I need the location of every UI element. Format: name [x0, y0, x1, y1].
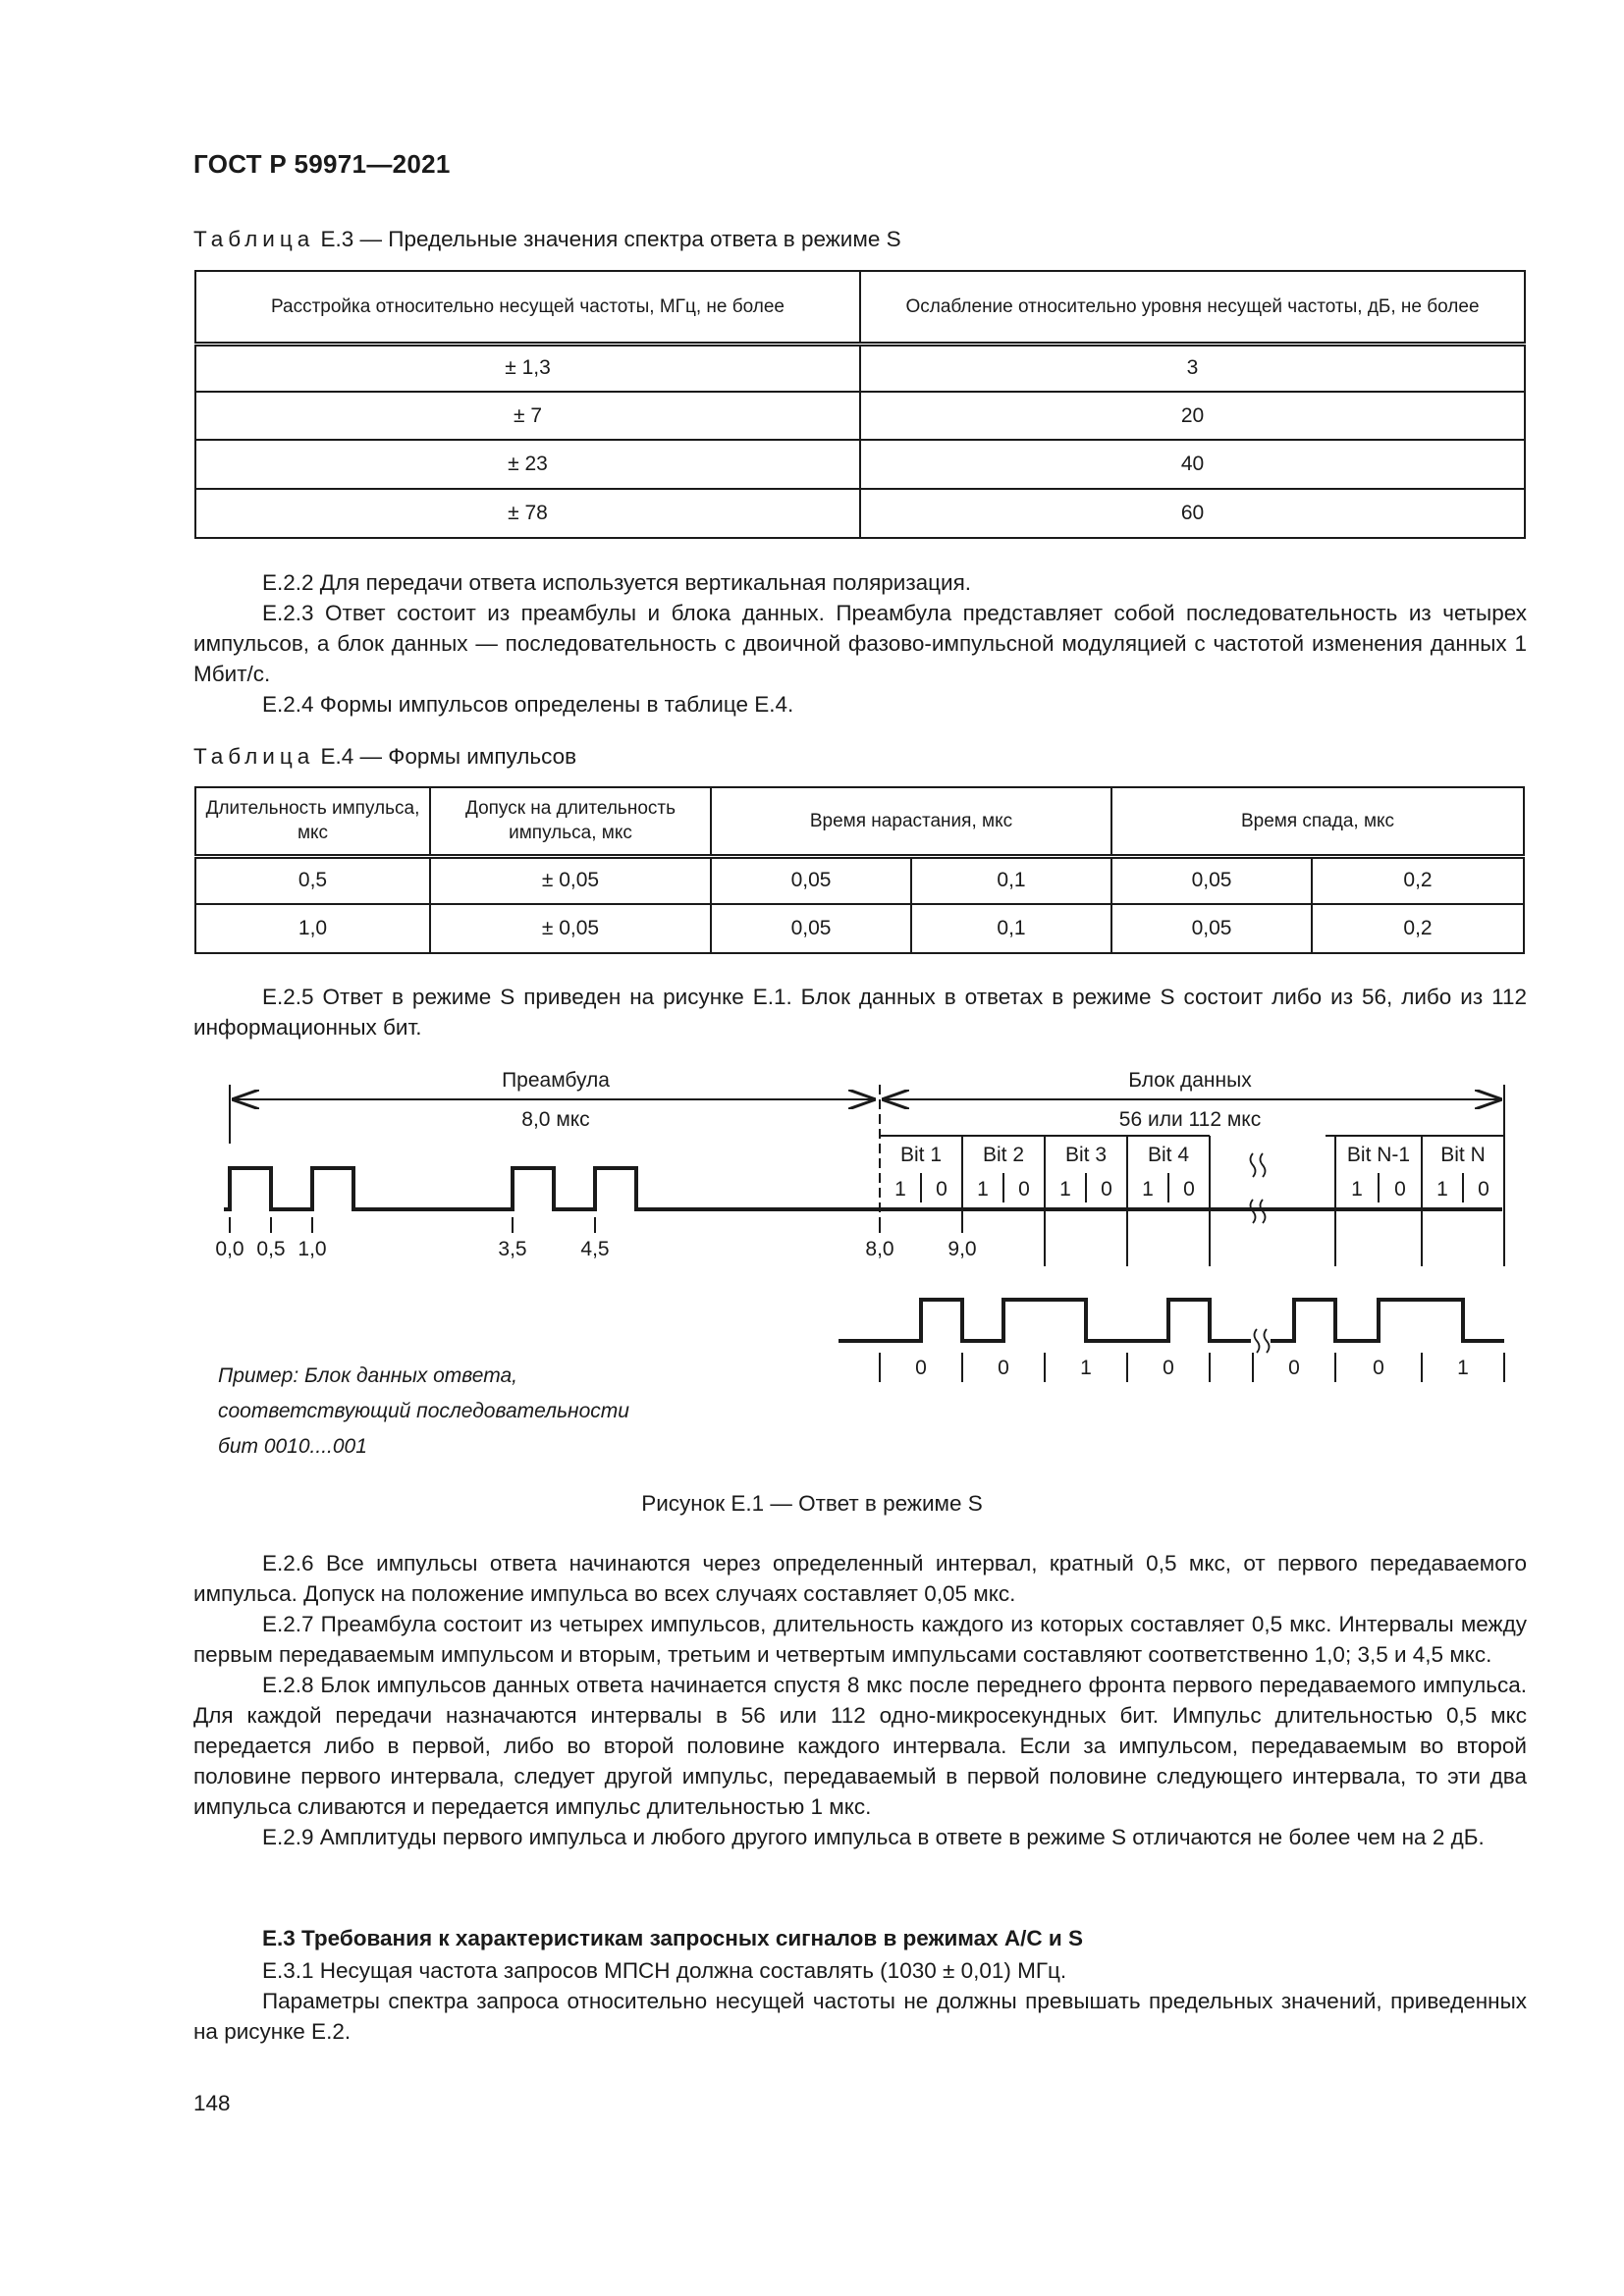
- table-cell: 60: [860, 489, 1525, 538]
- table-cell: ± 7: [195, 392, 860, 440]
- data-block-duration: 56 или 112 мкс: [1118, 1108, 1262, 1131]
- section-e3: [193, 1923, 1527, 2047]
- time-label: 0,5: [256, 1238, 286, 1260]
- break-mark-icon: [1251, 1153, 1266, 1223]
- preamble-dimension: [230, 1069, 876, 1144]
- table-cell: 0,1: [911, 904, 1111, 953]
- pulse-train: [224, 1168, 1502, 1209]
- bit-label: Bit 3: [1064, 1144, 1108, 1166]
- paragraph-e24: Е.2.4 Формы импульсов определены в таблице Е.4.: [262, 692, 794, 717]
- paragraph-e25-block: [193, 982, 1527, 1042]
- paragraph-e25: Е.2.5 Ответ в режиме S приведен на рисунке Е.1. Блок данных в ответах в режиме S состоит либо из 56, либо из 112 информационных бит.: [193, 985, 1527, 1040]
- bit-label: Bit N: [1440, 1144, 1486, 1166]
- bit-grid: [880, 1136, 1504, 1217]
- time-label: 3,5: [498, 1238, 527, 1260]
- table-row: [195, 392, 1525, 440]
- bit-label: Bit N-1: [1346, 1144, 1411, 1166]
- table-cell: 0,1: [911, 856, 1111, 904]
- table-e4-header-rise: Время нарастания, мкс: [711, 787, 1111, 856]
- time-label: 8,0: [865, 1238, 894, 1260]
- example-bit: 0: [1288, 1357, 1300, 1379]
- table-cell: 0,05: [1111, 856, 1312, 904]
- bit-value: 1: [1142, 1178, 1154, 1201]
- table-e3-caption-prefix: Таблица: [193, 227, 315, 251]
- bit-value: 0: [1478, 1178, 1489, 1201]
- example-bit: 0: [998, 1357, 1009, 1379]
- table-cell: 0,05: [1111, 904, 1312, 953]
- table-cell: 0,5: [195, 856, 430, 904]
- example-note-line2: соответствующий последовательности: [218, 1400, 629, 1422]
- page-number: 148: [193, 2091, 231, 2115]
- table-cell: 0,2: [1312, 856, 1524, 904]
- bit-value: 0: [936, 1178, 947, 1201]
- bit-label: Bit 2: [982, 1144, 1025, 1166]
- paragraph-e22: Е.2.2 Для передачи ответа используется вертикальная поляризация.: [262, 570, 972, 595]
- table-cell: 40: [860, 440, 1525, 489]
- document-header: ГОСТ Р 59971—2021: [193, 149, 451, 179]
- table-row: [195, 344, 1525, 392]
- table-e3: [194, 270, 1526, 539]
- bit-value: 0: [1101, 1178, 1112, 1201]
- table-row: [195, 904, 1524, 953]
- table-row: [195, 440, 1525, 489]
- example-bit: 1: [1080, 1357, 1092, 1379]
- example-bit: 0: [1163, 1357, 1174, 1379]
- example-note-line3: бит 0010....001: [218, 1435, 367, 1458]
- bit-value: 1: [977, 1178, 989, 1201]
- table-e4-header-fall: Время спада, мкс: [1111, 787, 1524, 856]
- table-e3-header-col1: Расстройка относительно несущей частоты, МГц, не более: [195, 271, 860, 344]
- bit-value: 1: [1436, 1178, 1448, 1201]
- paragraph-e28: Е.2.8 Блок импульсов данных ответа начинается спустя 8 мкс после переднего фронта первого передаваемого импульса. Для каждой передачи назначаются интервалы в 56 или 112 одно-микросекундных бит. Импульс длительностью 0,5 мкс передается либо в первой, либо во второй половине каждого интервала. Если за импульсом, передаваемым во второй половине первого интервала, следует другой импульс, передаваемый в первой половине следующего интервала, то эти два импульса сливаются и передается импульс длительностью 1 мкс.: [193, 1673, 1527, 1819]
- table-cell: ± 0,05: [430, 904, 711, 953]
- table-e4-caption: [193, 744, 576, 770]
- data-block-label: Блок данных: [1128, 1069, 1252, 1092]
- table-e3-caption: [193, 227, 901, 252]
- bit-value: 1: [1351, 1178, 1363, 1201]
- preamble-duration: 8,0 мкс: [521, 1108, 590, 1131]
- time-axis-ticks: [230, 1217, 962, 1233]
- example-bit-ticks: [880, 1353, 1504, 1382]
- bit-value: 0: [1018, 1178, 1030, 1201]
- example-note-line1: Пример: Блок данных ответа,: [218, 1364, 518, 1387]
- table-e3-header-col2: Ослабление относительно уровня несущей частоты, дБ, не более: [860, 271, 1525, 344]
- preamble-label: Преамбула: [502, 1069, 610, 1092]
- example-bit: 0: [915, 1357, 927, 1379]
- table-cell: 20: [860, 392, 1525, 440]
- bit-value: 1: [1059, 1178, 1071, 1201]
- example-pulse-train: [839, 1300, 1504, 1341]
- paragraph-e27: Е.2.7 Преамбула состоит из четырех импульсов, длительность каждого из которых составляет 0,5 мкс. Интервалы между первым передаваемым импульсом и вторым, третьим и четвертым импульсами составляют соответственно 1,0; 3,5 и 4,5 мкс.: [193, 1612, 1527, 1667]
- paragraphs-e22-e24: [193, 567, 1527, 720]
- table-e4-caption-text: Е.4 — Формы импульсов: [320, 744, 577, 769]
- figure-e1: [0, 1050, 1624, 1472]
- example-bit: 0: [1373, 1357, 1384, 1379]
- paragraph-e29: Е.2.9 Амплитуды первого импульса и любого другого импульса в ответе в режиме S отличаются не более чем на 2 дБ.: [262, 1825, 1485, 1849]
- table-e3-caption-text: Е.3 — Предельные значения спектра ответа в режиме S: [320, 227, 901, 251]
- table-row: [195, 856, 1524, 904]
- time-label: 0,0: [215, 1238, 244, 1260]
- time-label: 1,0: [298, 1238, 327, 1260]
- table-cell: 3: [860, 344, 1525, 392]
- table-cell: ± 0,05: [430, 856, 711, 904]
- bit-label: Bit 1: [899, 1144, 943, 1166]
- table-cell: ± 78: [195, 489, 860, 538]
- paragraphs-e26-e29: [193, 1548, 1527, 1852]
- table-cell: ± 1,3: [195, 344, 860, 392]
- table-e4-header-duration: Длительность импульса, мкс: [195, 787, 430, 856]
- bit-value: 0: [1183, 1178, 1195, 1201]
- table-row: [195, 489, 1525, 538]
- table-cell: 1,0: [195, 904, 430, 953]
- table-e4-caption-prefix: Таблица: [193, 744, 315, 769]
- bit-value: 1: [894, 1178, 906, 1201]
- table-e4-header-tolerance: Допуск на длительность импульса, мкс: [430, 787, 711, 856]
- data-interval-ticks: [1045, 1217, 1504, 1266]
- table-cell: 0,05: [711, 904, 911, 953]
- table-cell: 0,05: [711, 856, 911, 904]
- bit-value: 0: [1394, 1178, 1406, 1201]
- paragraph-e31: Е.3.1 Несущая частота запросов МПСН должна составлять (1030 ± 0,01) МГц.: [262, 1958, 1067, 1983]
- time-label: 9,0: [947, 1238, 977, 1260]
- table-cell: 0,2: [1312, 904, 1524, 953]
- example-bit: 1: [1457, 1357, 1469, 1379]
- figure-caption: Рисунок Е.1 — Ответ в режиме S: [641, 1491, 983, 1516]
- paragraph-e31-cont: Параметры спектра запроса относительно несущей частоты не должны превышать предельных значений, приведенных на рисунке Е.2.: [193, 1989, 1527, 2044]
- table-e4: [194, 786, 1525, 954]
- bit-label: Bit 4: [1147, 1144, 1190, 1166]
- table-cell: ± 23: [195, 440, 860, 489]
- break-mark-icon: [1255, 1329, 1270, 1353]
- paragraph-e26: Е.2.6 Все импульсы ответа начинаются через определенный интервал, кратный 0,5 мкс, от первого передаваемого импульса. Допуск на положение импульса во всех случаях составляет 0,05 мкс.: [193, 1551, 1527, 1606]
- time-label: 4,5: [580, 1238, 610, 1260]
- paragraph-e23: Е.2.3 Ответ состоит из преамбулы и блока данных. Преамбула представляет собой последовательность из четырех импульсов, а блок данных — последовательность с двоичной фазово-импульсной модуляцией с частотой изменения данных 1 Мбит/с.: [193, 601, 1527, 686]
- section-e3-title: Е.3 Требования к характеристикам запросных сигналов в режимах А/С и S: [262, 1926, 1084, 1950]
